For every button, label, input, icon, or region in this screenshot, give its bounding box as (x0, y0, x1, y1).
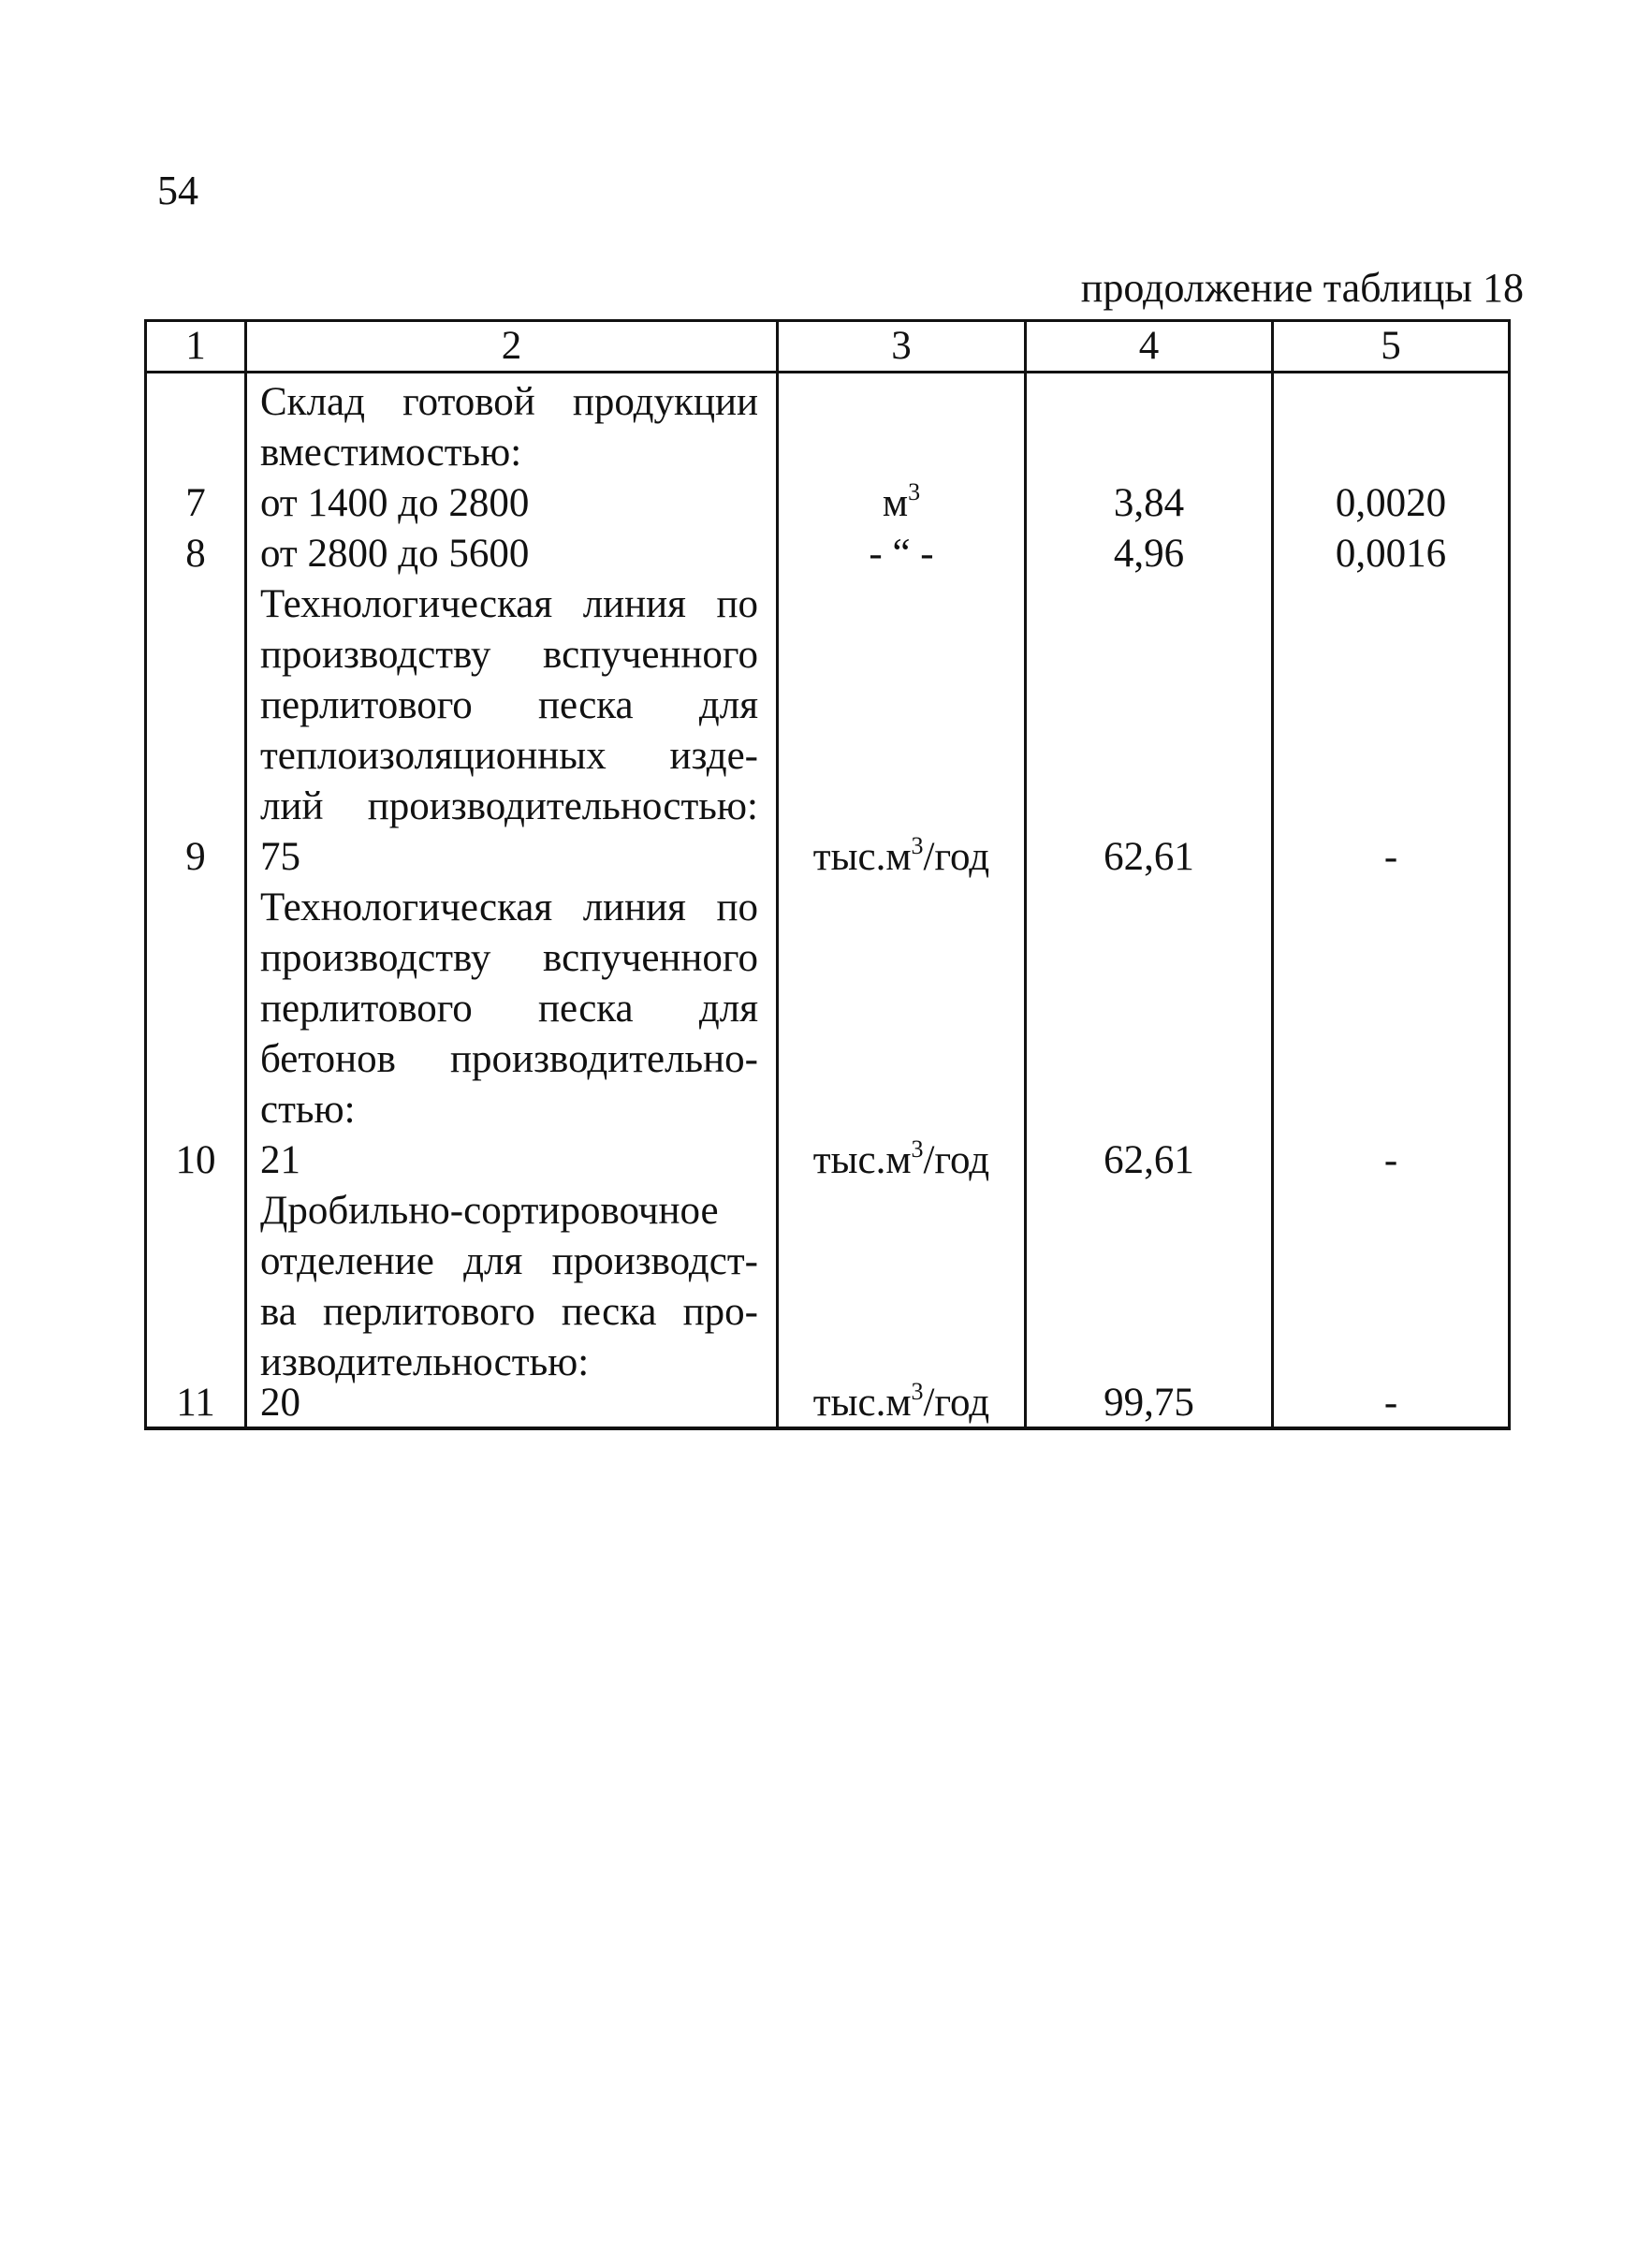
row-9-unit (779, 832, 1024, 883)
row-11-unit-base: тыс.м (812, 1381, 912, 1425)
row-11-unit-tail: /год (923, 1381, 990, 1425)
row-9-desc-line-5: лий производительностью: (260, 784, 758, 828)
row-9-unit-base: тыс.м (812, 835, 912, 879)
row-8-col4: 4,96 (1113, 532, 1185, 576)
row-7-desc-line-1: Склад готовой продукции (260, 380, 758, 424)
row-7-col5: 0,0020 (1335, 481, 1447, 525)
header-cell-5: 5 (1381, 324, 1401, 368)
table-caption: продолжение таблицы 18 (1080, 265, 1524, 311)
row-7-col4: 3,84 (1113, 481, 1185, 525)
row-11-number: 11 (176, 1381, 215, 1425)
row-10-number: 10 (175, 1138, 216, 1182)
row-9-number: 9 (185, 835, 206, 879)
row-10-unit-tail: /год (923, 1138, 990, 1182)
header-cell-3: 3 (891, 324, 912, 368)
row-10-unit-sup: 3 (911, 1134, 924, 1163)
row-11-col5: - (1383, 1381, 1398, 1425)
row-7-unit-base: м (882, 481, 909, 525)
row-11-desc-line-3: ва перлитового песка про- (260, 1290, 758, 1334)
row-10-unit-base: тыс.м (812, 1138, 912, 1182)
row-8-number: 8 (185, 532, 206, 576)
row-7-number: 7 (185, 481, 206, 525)
row-8-unit (779, 529, 1024, 579)
row-9-desc-line-1: Технологическая линия по (260, 582, 758, 626)
row-9-unit-tail: /год (923, 835, 990, 879)
row-7-value: от 1400 до 2800 (260, 481, 530, 525)
row-9-unit-sup: 3 (911, 831, 924, 859)
table-right-border (1508, 319, 1511, 1430)
row-10-desc-line-5: стью: (260, 1088, 356, 1132)
row-10-col4: 62,61 (1104, 1138, 1194, 1182)
row-9-desc-line-4: теплоизоляционных изде- (260, 734, 758, 778)
row-9-desc-line-3: перлитового песка для (260, 683, 758, 727)
row-10-desc-line-4: бетонов производительно- (260, 1037, 758, 1081)
row-9-value: 75 (260, 835, 300, 879)
row-8-unit-base: - “ - (869, 532, 934, 576)
row-8-value: от 2800 до 5600 (260, 532, 530, 576)
row-9-col4: 62,61 (1104, 835, 1194, 879)
row-7-unit (779, 478, 1024, 529)
row-8-col5: 0,0016 (1335, 532, 1447, 576)
row-7-unit-sup: 3 (908, 477, 921, 505)
row-11-value: 20 (260, 1381, 300, 1425)
header-cell-4: 4 (1138, 324, 1160, 368)
row-11-unit-sup: 3 (911, 1377, 924, 1405)
row-11-desc-line-1: Дробильно-сортировочное (260, 1189, 719, 1233)
data-table (144, 319, 1511, 1431)
row-10-unit (779, 1135, 1024, 1186)
row-10-col5: - (1383, 1138, 1398, 1182)
row-10-desc-line-3: перлитового песка для (260, 987, 758, 1031)
row-10-value: 21 (260, 1138, 300, 1182)
row-10-desc-line-1: Технологическая линия по (260, 885, 758, 929)
row-11-col4: 99,75 (1104, 1381, 1194, 1425)
row-11-desc-line-4: изводительностью: (260, 1340, 590, 1384)
row-11-unit (779, 1378, 1024, 1428)
row-11-desc-line-2: отделение для производст- (260, 1239, 758, 1283)
row-9-col5: - (1383, 835, 1398, 879)
header-cell-2: 2 (501, 324, 522, 368)
page-number: 54 (157, 168, 198, 213)
column-divider-1 (244, 319, 247, 1430)
row-10-desc-line-2: производству вспученного (260, 936, 758, 980)
header-cell-1: 1 (185, 324, 206, 368)
row-9-desc-line-2: производству вспученного (260, 633, 758, 677)
row-7-desc-line-2: вместимостью: (260, 431, 522, 475)
